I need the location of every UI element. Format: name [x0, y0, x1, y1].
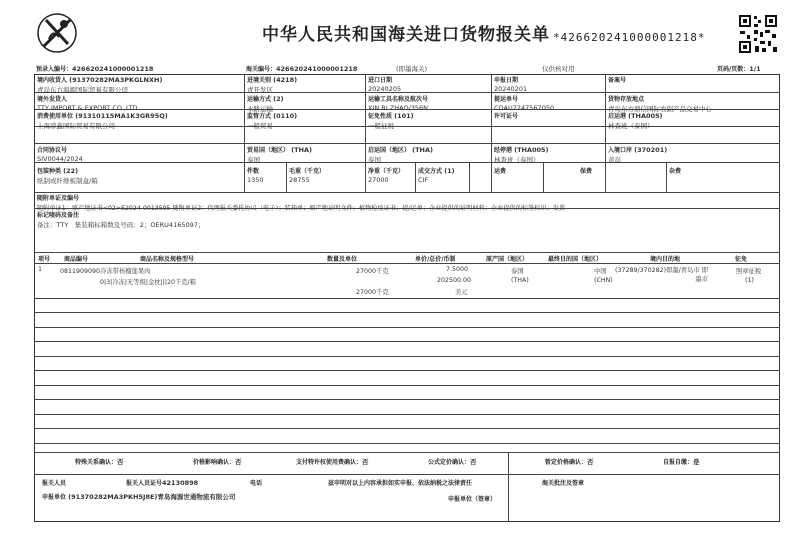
customs-office: (即墨海关): [396, 65, 428, 73]
via-port-label: 经停港: [494, 147, 513, 154]
user-code: (91310115MA1K3GR95Q): [75, 112, 168, 120]
page-value: 1/1: [749, 65, 761, 73]
goods-final-code: (CHN): [594, 277, 613, 284]
net-weight-value: 27000: [368, 176, 389, 184]
goods-col-final: 最终目的国（地区）: [548, 256, 603, 263]
net-weight-label: 净重（千克）: [368, 168, 405, 175]
depart-port-name: 林查班（泰国）: [608, 122, 654, 130]
entry-port-name: 青开发区: [247, 86, 273, 94]
page-title: 中华人民共和国海关进口货物报关单: [262, 25, 550, 45]
misc-fee-label: 杂费: [669, 168, 682, 175]
preentry-value: 426620241000001218: [72, 65, 154, 73]
customs-no-label: 海关编号：: [246, 66, 277, 73]
via-port-code: (THA005): [514, 146, 549, 154]
goods-col-no: 项号: [38, 256, 51, 263]
goods-total-price: 202500.00: [437, 277, 472, 284]
page-label: 页码/页数：: [717, 66, 750, 73]
supervision-code: (0110): [273, 112, 298, 120]
preentry-label: 预录入编号：: [36, 66, 73, 73]
tax-name: 一般征税: [368, 122, 394, 130]
gross-weight-value: 28755: [289, 176, 310, 184]
origin-country-code: (THA): [412, 146, 433, 154]
consignee-name: 青岛东方海源国际贸易有限公司: [37, 86, 128, 94]
trade-country-label: 贸易国（地区）: [247, 147, 290, 154]
goods-origin-code: (THA): [511, 277, 529, 284]
goods-item-no: 1: [38, 266, 43, 273]
marks-text: 备注：TTY 集装箱标箱数及号码：2；OERU4165097；: [37, 221, 205, 229]
import-date-label: 进口日期: [368, 77, 393, 84]
special-relation-value: 否: [117, 458, 124, 466]
transport-label: 运输方式: [247, 96, 272, 103]
special-relation-label: 特殊关系确认：: [75, 459, 118, 466]
package-label: 包装种类: [37, 168, 62, 175]
declare-date-value: 20240201: [494, 85, 528, 93]
storage-value: 青岛东方鼎信国际农副产品交易中心: [608, 105, 712, 113]
goods-destination: (37289/370282)即墨/青岛市 即墨市: [614, 267, 708, 283]
goods-currency: 美元: [455, 289, 468, 296]
depart-port-code: (THA005): [628, 112, 663, 120]
contract-label: 合同协议号: [37, 147, 68, 154]
user-label: 消费使用单位: [37, 113, 74, 120]
trade-country-code: (THA): [291, 146, 312, 154]
goods-col-code: 商品编号: [64, 256, 89, 263]
entry-point-name: 黄岛: [608, 156, 621, 164]
shipper-name: TTY IMPORT & EXPORT CO.,LTD: [37, 104, 138, 112]
documents-label: 随附单证及编号: [37, 195, 80, 202]
entry-point-code: (370201): [634, 146, 668, 154]
insurance-label: 保费: [580, 168, 593, 175]
goods-col-levy: 征免: [735, 256, 748, 263]
vessel-label: 运输工具名称及航次号: [368, 96, 429, 103]
goods-levy-code: (1): [745, 277, 754, 284]
transport-code: (2): [273, 95, 284, 103]
goods-col-destination: 境内目的地: [650, 256, 681, 263]
record-label: 备案号: [608, 77, 627, 84]
royalty-value: 否: [362, 458, 369, 466]
storage-label: 货物存放地点: [608, 96, 645, 103]
via-port-name: 林查班（泰国）: [494, 156, 540, 164]
user-name: 上海淳鑫国际贸易有限公司: [37, 122, 115, 130]
declarant-cert-label: 报关人员证号: [126, 480, 163, 487]
goods-qty-secondary: 27000千克: [356, 289, 389, 296]
pieces-value: 1350: [247, 176, 264, 184]
import-date-value: 20240205: [368, 85, 402, 93]
package-code: (22): [63, 167, 79, 175]
phone-label: 电话: [250, 480, 263, 487]
freight-label: 运费: [494, 168, 507, 175]
reference-note: 仅供核对用: [542, 65, 575, 73]
price-impact-value: 否: [235, 458, 242, 466]
agent-name: 青岛海源世通物流有限公司: [157, 493, 236, 501]
price-impact-label: 价格影响确认：: [193, 459, 236, 466]
tax-code: (101): [394, 112, 414, 120]
royalty-label: 支付特许权使用费确认：: [296, 459, 363, 466]
goods-qty-primary: 27000千克: [356, 268, 389, 275]
customs-remarks-label: 海关批注及签章: [542, 480, 585, 487]
self-tax-value: 是: [693, 458, 700, 466]
provisional-price-value: 否: [587, 458, 594, 466]
marks-label: 标记唛码及备注: [37, 212, 80, 219]
bill-of-lading-value: COAU7247567050: [494, 104, 555, 112]
entry-port-code: (4218): [273, 76, 298, 84]
legal-statement: 兹申明对以上内容承担如实申报、依法纳税之法律责任: [328, 480, 473, 487]
goods-unit-price: 7.5000: [446, 266, 469, 273]
consignee-label: 境内收货人: [37, 77, 68, 84]
agent-signature-label: 申报单位（签章）: [448, 496, 497, 503]
transport-name: 水路运输: [247, 105, 273, 113]
goods-origin-name: 泰国: [511, 268, 524, 275]
vessel-value: XIN RI ZHAO/356N: [368, 104, 429, 112]
customs-no-value: 426620241000001218: [276, 65, 358, 73]
goods-col-name: 商品名称及规格型号: [140, 256, 195, 263]
pieces-label: 件数: [247, 168, 260, 175]
declarant-label: 报关人员: [42, 480, 67, 487]
barcode-text: *426620241000001218*: [553, 31, 706, 44]
agent-label: 申报单位: [42, 494, 67, 501]
deal-mode-value: CIF: [418, 176, 429, 184]
goods-code-name: 0811909090冷冻带核榴莲果肉: [60, 268, 151, 275]
shipper-label: 境外发货人: [37, 96, 68, 103]
supervision-label: 监管方式: [247, 113, 272, 120]
consignee-code: (91370282MA3PKGLNXH): [69, 76, 163, 84]
goods-final-name: 中国: [594, 268, 607, 275]
origin-country-label: 启运国（地区）: [368, 147, 411, 154]
self-tax-label: 自报自缴：: [663, 459, 694, 466]
supervision-name: 一般贸易: [247, 122, 273, 130]
deal-mode-code: (1): [444, 167, 455, 175]
bill-of-lading-label: 提运单号: [494, 96, 519, 103]
customs-logo: [36, 12, 78, 54]
goods-levy: 照章征税: [736, 268, 762, 275]
entry-port-label: 进境关别: [247, 77, 272, 84]
declarant-cert-value: 42130898: [162, 479, 199, 487]
package-name: 纸制或纤维板制盒/箱: [37, 177, 98, 185]
goods-col-origin: 原产国（地区）: [486, 256, 529, 263]
goods-col-qty: 数量及单位: [327, 256, 358, 263]
documents-text: 随附单证1：原产地证书<02>E2024-0013595 随附单证2：代理报关委托协议（电子）；装箱单；原产地证明文件；植物检疫证书；提/运单；企业提供的证明材料；企业提供的标签标识；发票: [37, 205, 566, 212]
depart-port-label: 启运港: [608, 113, 627, 120]
deal-mode-label: 成交方式: [418, 168, 443, 175]
qr-code-icon: [738, 14, 778, 54]
provisional-price-label: 暂定价格确认：: [545, 459, 588, 466]
tax-label: 征免性质: [368, 113, 393, 120]
declare-date-label: 申报日期: [494, 77, 519, 84]
gross-weight-label: 毛重（千克）: [289, 168, 326, 175]
formula-price-label: 公式定价确认：: [428, 459, 471, 466]
formula-price-value: 否: [470, 458, 477, 466]
origin-country-name: 泰国: [368, 156, 381, 164]
trade-country-name: 泰国: [247, 156, 260, 164]
goods-spec: 0|3|冷冻|无等级|金枕|||20千克/箱: [100, 279, 196, 286]
agent-code: (91370282MA3PKH5J8E): [68, 493, 158, 501]
contract-value: SIV0044/2024: [37, 155, 83, 163]
entry-point-label: 入境口岸: [608, 147, 633, 154]
license-label: 许可证号: [494, 113, 519, 120]
goods-col-price: 单价/总价/币制: [415, 256, 456, 263]
